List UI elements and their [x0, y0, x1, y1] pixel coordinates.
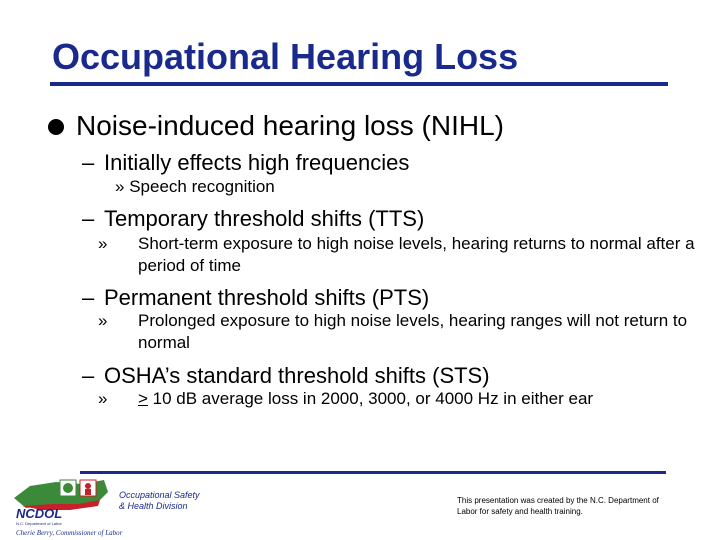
raquo-icon: » — [98, 311, 108, 330]
detail-4 — [98, 388, 678, 410]
raquo-icon: » — [115, 177, 125, 196]
bullet-dot-icon — [48, 119, 64, 135]
title-divider — [50, 82, 668, 86]
detail-2 — [98, 233, 698, 277]
logo-subtitle: N.C. Department of Labor — [16, 521, 62, 526]
main-bullet-text: Noise-induced hearing loss (NIHL) — [76, 110, 504, 141]
dash-icon: – — [82, 285, 95, 310]
logo-name: NCDOL — [16, 506, 63, 521]
main-bullet — [48, 110, 504, 142]
commissioner-signature: Cherie Berry, Commissioner of Labor — [16, 529, 123, 537]
sub-bullet-3 — [82, 285, 429, 311]
division-line-1: Occupational Safety — [119, 490, 200, 500]
sub-bullet-4-text: OSHA’s standard threshold shifts (STS) — [104, 363, 490, 388]
worker-body-icon — [85, 489, 91, 495]
hardhat-icon — [63, 483, 73, 493]
sub-bullet-3-text: Permanent threshold shifts (PTS) — [104, 285, 430, 310]
sub-bullet-2 — [82, 206, 424, 232]
raquo-icon: » — [98, 389, 108, 408]
detail-2-text: Short-term exposure to high noise levels, hearing returns to normal after a period of time — [138, 234, 695, 275]
dash-icon: – — [82, 150, 95, 175]
dash-icon: – — [82, 363, 95, 388]
detail-3-text: Prolonged exposure to high noise levels, hearing ranges will not return to normal — [138, 311, 688, 352]
sub-bullet-2-text: Temporary threshold shifts (TTS) — [104, 206, 425, 231]
detail-1 — [115, 176, 275, 198]
footer-divider — [80, 471, 666, 474]
detail-4-text: 10 dB average loss in 2000, 3000, or 4000 Hz in either ear — [147, 389, 594, 408]
raquo-icon: » — [98, 234, 108, 253]
ncdol-logo — [12, 476, 212, 538]
dash-icon: – — [82, 206, 95, 231]
sub-bullet-1 — [82, 150, 409, 176]
slide-title: Occupational Hearing Loss — [52, 36, 519, 77]
detail-3 — [98, 310, 698, 354]
footer-note: This presentation was created by the N.C. Department of Labor for safety and health training. — [457, 496, 659, 516]
geq-symbol: > — [138, 389, 148, 408]
sub-bullet-4 — [82, 363, 490, 389]
division-line-2: & Health Division — [119, 501, 188, 511]
worker-icon — [85, 483, 91, 489]
detail-1-text: Speech recognition — [129, 177, 275, 196]
sub-bullet-1-text: Initially effects high frequencies — [104, 150, 410, 175]
